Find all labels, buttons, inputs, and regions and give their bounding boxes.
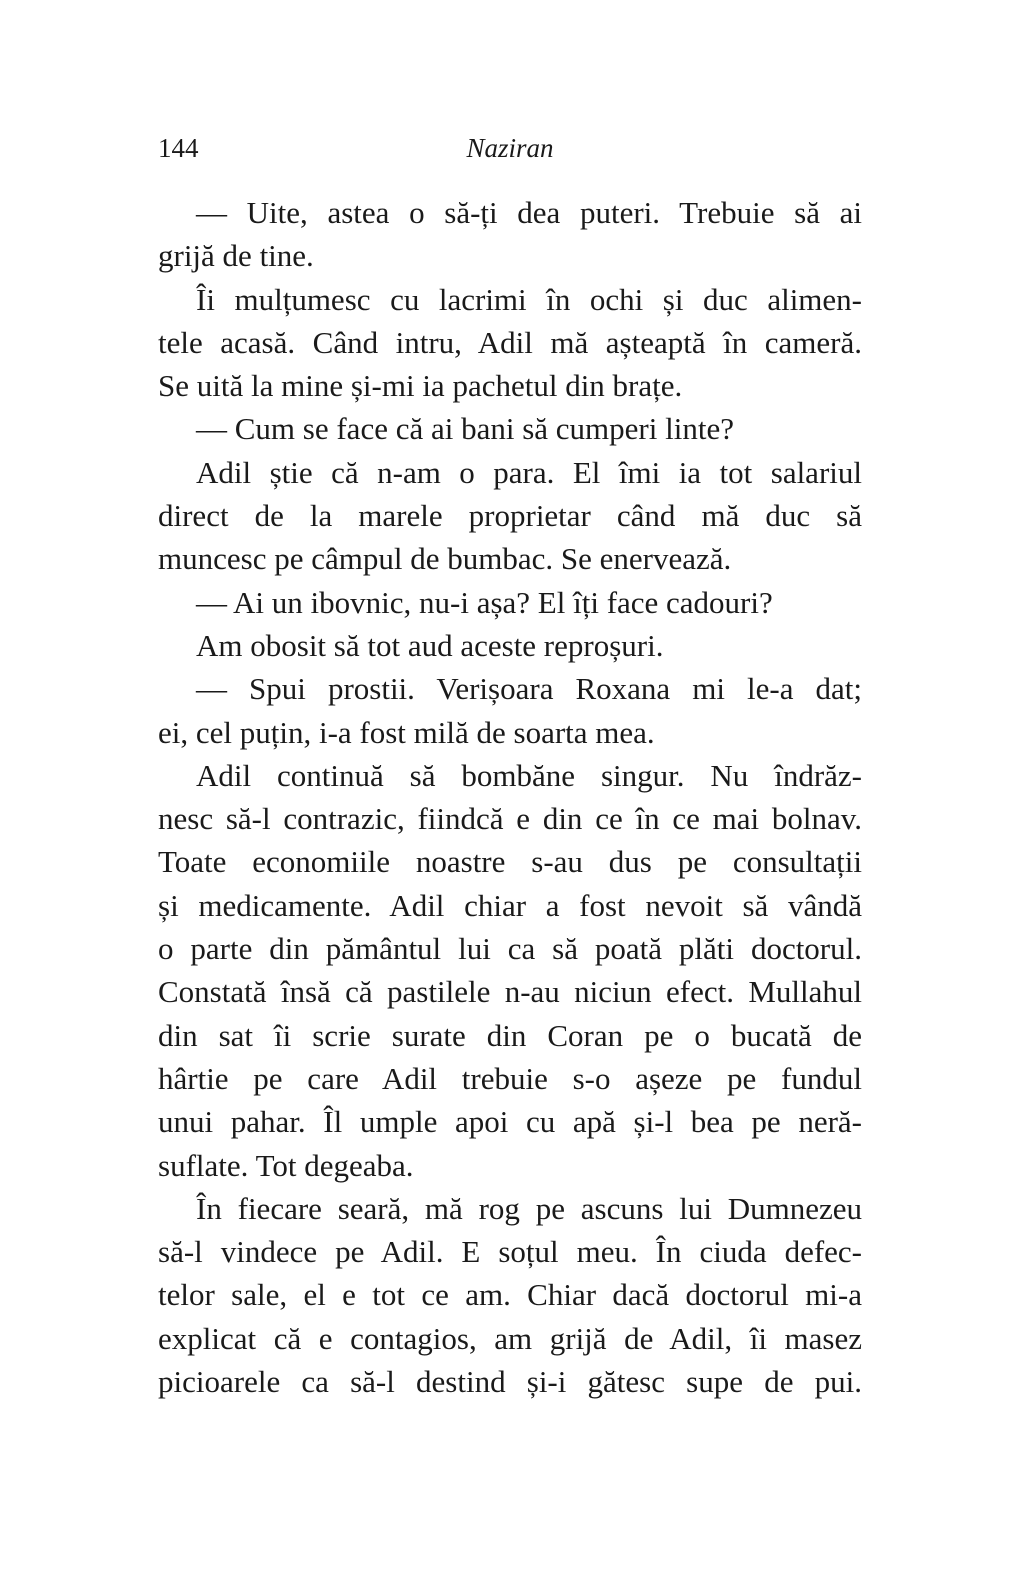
text-line: Adil știe că n-am o para. El îmi ia tot salariul	[196, 454, 862, 490]
text-line: telor sale, el e tot ce am. Chiar dacă doctorul mi-a	[158, 1277, 862, 1313]
book-page	[158, 0, 862, 1575]
text-line: — Cum se face că ai bani să cumperi linte?	[196, 411, 734, 447]
page-number: 144	[158, 133, 199, 163]
body-text	[158, 191, 862, 1403]
text-line: suflate. Tot degeaba.	[158, 1147, 414, 1183]
text-line: explicat că e contagios, am grijă de Adil, îi masez	[158, 1320, 862, 1356]
text-line: tele acasă. Când intru, Adil mă așteaptă în cameră.	[158, 324, 862, 360]
text-line: nesc să-l contrazic, fiindcă e din ce în ce mai bolnav.	[158, 801, 862, 837]
text-line: grijă de tine.	[158, 238, 314, 274]
text-line: Îi mulțumesc cu lacrimi în ochi și duc alimen-	[196, 281, 862, 317]
text-line: din sat îi scrie surate din Coran pe o bucată de	[158, 1017, 862, 1053]
text-line: să-l vindece pe Adil. E soțul meu. În ciuda defec-	[158, 1234, 862, 1270]
text-line: și medicamente. Adil chiar a fost nevoit să vândă	[158, 887, 862, 923]
text-line: muncesc pe câmpul de bumbac. Se enervează.	[158, 541, 732, 577]
text-line: direct de la marele proprietar când mă duc să	[158, 498, 862, 534]
text-line: o parte din pământul lui ca să poată plăti doctorul.	[158, 931, 862, 967]
text-line: Toate economiile noastre s-au dus pe consultații	[158, 844, 862, 880]
text-line: picioarele ca să-l destind și-i gătesc supe de pui.	[158, 1364, 862, 1400]
text-line: Am obosit să tot aud aceste reproșuri.	[196, 627, 664, 663]
text-line: ei, cel puțin, i-a fost milă de soarta mea.	[158, 714, 655, 750]
text-line: unui pahar. Îl umple apoi cu apă și-l bea pe neră-	[158, 1104, 862, 1140]
text-line: În fiecare seară, mă rog pe ascuns lui Dumnezeu	[196, 1190, 862, 1226]
running-title: Naziran	[466, 133, 554, 163]
text-line: Se uită la mine și-mi ia pachetul din brațe.	[158, 368, 683, 404]
text-line: — Uite, astea o să-ți dea puteri. Trebuie să ai	[196, 195, 862, 230]
text-line: — Spui prostii. Verișoara Roxana mi le-a dat;	[196, 671, 862, 707]
text-line: Constată însă că pastilele n-au niciun efect. Mullahul	[158, 974, 862, 1010]
text-line: hârtie pe care Adil trebuie s-o așeze pe fundul	[158, 1060, 862, 1096]
text-line: Adil continuă să bombăne singur. Nu îndrăz-	[196, 757, 862, 793]
text-line: — Ai un ibovnic, nu-i așa? El îți face cadouri?	[196, 584, 773, 620]
running-head	[158, 128, 862, 168]
